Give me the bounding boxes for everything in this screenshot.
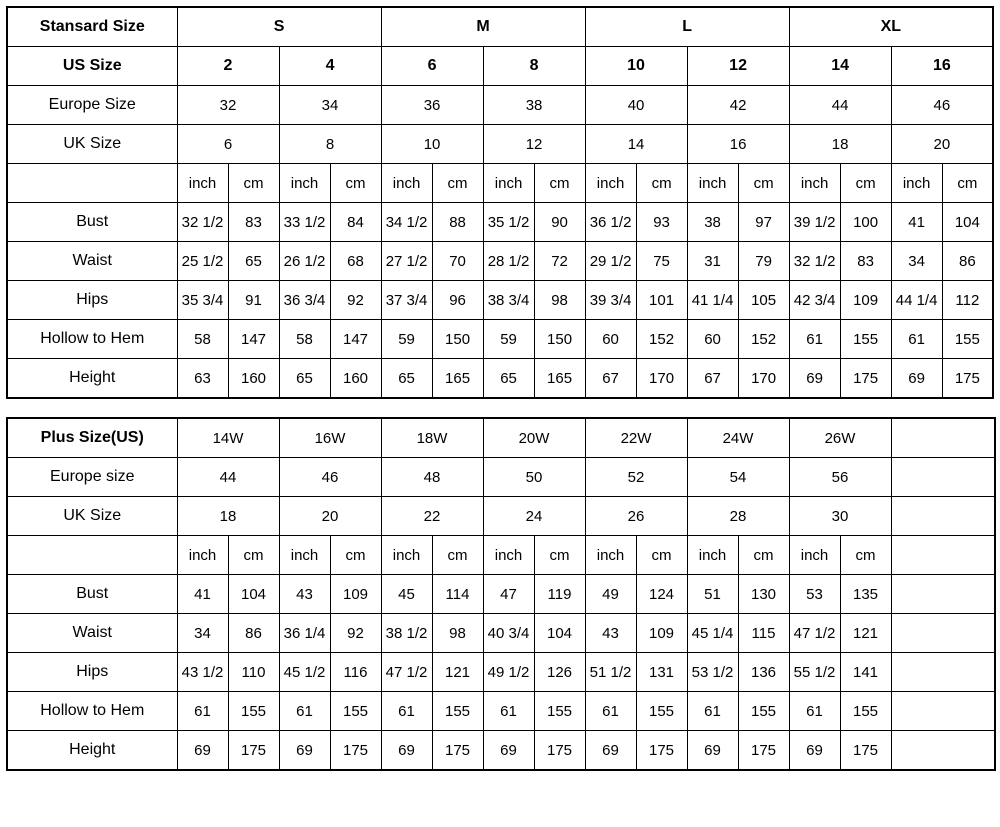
height-value: 160 [228,359,279,399]
plus-waist-value: 98 [432,614,483,653]
unit-cell-inch: inch [483,164,534,203]
plus-hollow-value: 61 [687,692,738,731]
hollow-value: 155 [840,320,891,359]
europe-size-value: 42 [687,86,789,125]
unit-cell-cm: cm [942,164,993,203]
filler-cell [891,614,995,653]
waist-value: 28 1/2 [483,242,534,281]
uk-size-value: 12 [483,125,585,164]
plus-height-value: 69 [279,731,330,771]
plus-europe-size-value: 50 [483,458,585,497]
plus-unit-cell-cm: cm [840,536,891,575]
plus-bust-value: 51 [687,575,738,614]
plus-size-group-20w: 20W [483,418,585,458]
table-row [7,536,995,575]
us-size-value: 16 [891,47,993,86]
plus-size-group-22w: 22W [585,418,687,458]
hips-label: Hips [7,281,177,320]
plus-europe-size-value: 48 [381,458,483,497]
plus-unit-cell-cm: cm [432,536,483,575]
unit-cell-inch: inch [789,164,840,203]
uk-size-value: 14 [585,125,687,164]
plus-hips-value: 110 [228,653,279,692]
plus-unit-cell-inch: inch [279,536,330,575]
filler-cell [891,536,995,575]
uk-size-value: 16 [687,125,789,164]
table-row [7,653,995,692]
plus-hips-value: 45 1/2 [279,653,330,692]
unit-cell-inch: inch [891,164,942,203]
plus-height-value: 69 [789,731,840,771]
plus-hips-value: 43 1/2 [177,653,228,692]
plus-unit-cell-inch: inch [483,536,534,575]
plus-hollow-value: 61 [177,692,228,731]
hollow-value: 147 [330,320,381,359]
plus-waist-value: 109 [636,614,687,653]
plus-hips-label: Hips [7,653,177,692]
plus-bust-value: 135 [840,575,891,614]
plus-bust-value: 53 [789,575,840,614]
plus-bust-value: 45 [381,575,432,614]
plus-size-group-18w: 18W [381,418,483,458]
plus-unit-cell-cm: cm [228,536,279,575]
plus-hollow-value: 61 [483,692,534,731]
europe-size-value: 34 [279,86,381,125]
plus-hollow-value: 155 [330,692,381,731]
plus-uk-size-value: 18 [177,497,279,536]
table-row [7,575,995,614]
hollow-value: 147 [228,320,279,359]
table-row [7,692,995,731]
height-value: 65 [483,359,534,399]
plus-unit-cell-inch: inch [585,536,636,575]
us-size-value: 14 [789,47,891,86]
hips-value: 36 3/4 [279,281,330,320]
size-group-xl: XL [789,7,993,47]
hollow-value: 60 [687,320,738,359]
filler-cell [891,458,995,497]
bust-value: 33 1/2 [279,203,330,242]
plus-bust-value: 49 [585,575,636,614]
hollow-value: 150 [534,320,585,359]
plus-height-label: Height [7,731,177,771]
unit-cell-inch: inch [381,164,432,203]
plus-waist-value: 43 [585,614,636,653]
plus-uk-size-value: 28 [687,497,789,536]
hips-value: 96 [432,281,483,320]
waist-value: 79 [738,242,789,281]
plus-size-group-14w: 14W [177,418,279,458]
plus-waist-value: 115 [738,614,789,653]
plus-hollow-value: 155 [228,692,279,731]
plus-bust-value: 109 [330,575,381,614]
plus-hollow-value: 61 [789,692,840,731]
filler-cell [891,653,995,692]
us-size-value: 2 [177,47,279,86]
table-gap [6,399,994,417]
plus-bust-value: 130 [738,575,789,614]
waist-value: 83 [840,242,891,281]
plus-unit-cell-cm: cm [330,536,381,575]
height-value: 67 [687,359,738,399]
table-row [7,242,993,281]
us-size-value: 10 [585,47,687,86]
plus-europe-size-value: 54 [687,458,789,497]
hollow-value: 61 [891,320,942,359]
bust-value: 83 [228,203,279,242]
unit-cell-cm: cm [840,164,891,203]
height-value: 175 [840,359,891,399]
plus-bust-value: 41 [177,575,228,614]
plus-uk-size-value: 30 [789,497,891,536]
waist-value: 31 [687,242,738,281]
height-value: 65 [381,359,432,399]
unit-cell-inch: inch [585,164,636,203]
unit-cell-cm: cm [738,164,789,203]
plus-europe-size-label: Europe size [7,458,177,497]
plus-hollow-value: 155 [738,692,789,731]
bust-value: 100 [840,203,891,242]
hollow-value: 150 [432,320,483,359]
plus-size-group-26w: 26W [789,418,891,458]
waist-value: 34 [891,242,942,281]
plus-hips-value: 136 [738,653,789,692]
plus-europe-size-value: 46 [279,458,381,497]
plus-height-value: 69 [687,731,738,771]
hollow-value: 59 [381,320,432,359]
waist-value: 32 1/2 [789,242,840,281]
plus-bust-label: Bust [7,575,177,614]
plus-waist-value: 34 [177,614,228,653]
size-group-l: L [585,7,789,47]
height-value: 170 [636,359,687,399]
hips-value: 98 [534,281,585,320]
plus-unit-cell-inch: inch [177,536,228,575]
uk-size-value: 6 [177,125,279,164]
hips-value: 42 3/4 [789,281,840,320]
unit-cell-inch: inch [279,164,330,203]
height-value: 170 [738,359,789,399]
bust-value: 88 [432,203,483,242]
waist-value: 65 [228,242,279,281]
plus-hips-value: 51 1/2 [585,653,636,692]
europe-size-value: 32 [177,86,279,125]
plus-height-value: 69 [585,731,636,771]
plus-uk-size-value: 26 [585,497,687,536]
plus-hollow-value: 155 [432,692,483,731]
waist-value: 27 1/2 [381,242,432,281]
plus-europe-size-value: 52 [585,458,687,497]
bust-value: 104 [942,203,993,242]
plus-title-cell: Plus Size(US) [7,418,177,458]
plus-height-value: 69 [381,731,432,771]
plus-hollow-value: 155 [534,692,585,731]
hips-value: 105 [738,281,789,320]
plus-hips-value: 53 1/2 [687,653,738,692]
plus-waist-value: 104 [534,614,585,653]
hips-value: 39 3/4 [585,281,636,320]
plus-bust-value: 124 [636,575,687,614]
plus-bust-value: 47 [483,575,534,614]
table-row [7,125,993,164]
height-value: 160 [330,359,381,399]
waist-value: 26 1/2 [279,242,330,281]
plus-hips-value: 49 1/2 [483,653,534,692]
standard-size-table [6,6,994,399]
plus-height-value: 69 [483,731,534,771]
us-size-value: 6 [381,47,483,86]
plus-waist-value: 86 [228,614,279,653]
europe-size-value: 38 [483,86,585,125]
plus-units-row-blank [7,536,177,575]
table-row [7,86,993,125]
plus-unit-cell-cm: cm [738,536,789,575]
waist-value: 86 [942,242,993,281]
waist-value: 70 [432,242,483,281]
bust-value: 35 1/2 [483,203,534,242]
bust-value: 36 1/2 [585,203,636,242]
waist-label: Waist [7,242,177,281]
europe-size-value: 46 [891,86,993,125]
plus-hips-value: 131 [636,653,687,692]
bust-value: 34 1/2 [381,203,432,242]
filler-cell [891,418,995,458]
hips-value: 92 [330,281,381,320]
filler-cell [891,692,995,731]
plus-bust-value: 119 [534,575,585,614]
europe-size-label: Europe Size [7,86,177,125]
table-row [7,458,995,497]
hips-value: 112 [942,281,993,320]
waist-value: 29 1/2 [585,242,636,281]
height-value: 67 [585,359,636,399]
bust-label: Bust [7,203,177,242]
hollow-value: 152 [636,320,687,359]
table-row [7,164,993,203]
height-value: 69 [789,359,840,399]
bust-value: 32 1/2 [177,203,228,242]
hollow-value: 58 [177,320,228,359]
plus-unit-cell-cm: cm [636,536,687,575]
plus-hips-value: 47 1/2 [381,653,432,692]
us-size-value: 12 [687,47,789,86]
bust-value: 39 1/2 [789,203,840,242]
plus-height-value: 175 [228,731,279,771]
unit-cell-inch: inch [687,164,738,203]
plus-size-group-24w: 24W [687,418,789,458]
plus-hips-value: 121 [432,653,483,692]
height-label: Height [7,359,177,399]
hips-value: 41 1/4 [687,281,738,320]
unit-cell-cm: cm [330,164,381,203]
uk-size-value: 10 [381,125,483,164]
plus-unit-cell-inch: inch [381,536,432,575]
plus-hips-value: 116 [330,653,381,692]
hips-value: 91 [228,281,279,320]
plus-uk-size-value: 22 [381,497,483,536]
us-size-label: US Size [7,47,177,86]
plus-hollow-value: 61 [585,692,636,731]
plus-hollow-value: 61 [279,692,330,731]
plus-hollow-value: 61 [381,692,432,731]
hollow-value: 60 [585,320,636,359]
plus-hollow-value: 155 [636,692,687,731]
plus-bust-value: 104 [228,575,279,614]
plus-height-value: 175 [738,731,789,771]
hollow-value: 152 [738,320,789,359]
plus-hips-value: 55 1/2 [789,653,840,692]
us-size-value: 4 [279,47,381,86]
unit-cell-cm: cm [228,164,279,203]
plus-uk-size-value: 24 [483,497,585,536]
europe-size-value: 44 [789,86,891,125]
plus-waist-value: 121 [840,614,891,653]
bust-value: 38 [687,203,738,242]
hips-value: 44 1/4 [891,281,942,320]
height-value: 65 [279,359,330,399]
bust-value: 93 [636,203,687,242]
plus-uk-size-value: 20 [279,497,381,536]
plus-unit-cell-cm: cm [534,536,585,575]
hips-value: 101 [636,281,687,320]
table-row [7,47,993,86]
table-row [7,281,993,320]
plus-height-value: 175 [840,731,891,771]
table-row [7,359,993,399]
unit-cell-cm: cm [432,164,483,203]
table-row [7,497,995,536]
table-row [7,7,993,47]
plus-hips-value: 126 [534,653,585,692]
us-size-value: 8 [483,47,585,86]
waist-value: 75 [636,242,687,281]
filler-cell [891,731,995,771]
hips-value: 109 [840,281,891,320]
hips-value: 37 3/4 [381,281,432,320]
plus-height-value: 175 [432,731,483,771]
table-row [7,203,993,242]
table-row [7,320,993,359]
table-row [7,614,995,653]
hips-value: 38 3/4 [483,281,534,320]
filler-cell [891,497,995,536]
unit-cell-inch: inch [177,164,228,203]
plus-europe-size-value: 44 [177,458,279,497]
plus-bust-value: 114 [432,575,483,614]
units-row-blank [7,164,177,203]
height-value: 175 [942,359,993,399]
plus-height-value: 175 [636,731,687,771]
plus-hollow-label: Hollow to Hem [7,692,177,731]
unit-cell-cm: cm [534,164,585,203]
table-row [7,731,995,771]
bust-value: 84 [330,203,381,242]
height-value: 69 [891,359,942,399]
bust-value: 97 [738,203,789,242]
hollow-label: Hollow to Hem [7,320,177,359]
uk-size-label: UK Size [7,125,177,164]
height-value: 165 [534,359,585,399]
waist-value: 72 [534,242,585,281]
plus-height-value: 175 [534,731,585,771]
waist-value: 68 [330,242,381,281]
plus-europe-size-value: 56 [789,458,891,497]
height-value: 165 [432,359,483,399]
plus-waist-value: 47 1/2 [789,614,840,653]
unit-cell-cm: cm [636,164,687,203]
plus-hollow-value: 155 [840,692,891,731]
size-group-m: M [381,7,585,47]
height-value: 63 [177,359,228,399]
plus-waist-value: 40 3/4 [483,614,534,653]
table-row [7,418,995,458]
plus-unit-cell-inch: inch [687,536,738,575]
hollow-value: 59 [483,320,534,359]
plus-waist-label: Waist [7,614,177,653]
europe-size-value: 40 [585,86,687,125]
plus-size-group-16w: 16W [279,418,381,458]
hips-value: 35 3/4 [177,281,228,320]
plus-height-value: 69 [177,731,228,771]
plus-height-value: 175 [330,731,381,771]
plus-hips-value: 141 [840,653,891,692]
europe-size-value: 36 [381,86,483,125]
plus-bust-value: 43 [279,575,330,614]
plus-waist-value: 45 1/4 [687,614,738,653]
uk-size-value: 8 [279,125,381,164]
plus-size-table [6,417,996,771]
hollow-value: 155 [942,320,993,359]
waist-value: 25 1/2 [177,242,228,281]
uk-size-value: 20 [891,125,993,164]
plus-waist-value: 36 1/4 [279,614,330,653]
plus-waist-value: 38 1/2 [381,614,432,653]
plus-waist-value: 92 [330,614,381,653]
size-group-s: S [177,7,381,47]
bust-value: 90 [534,203,585,242]
filler-cell [891,575,995,614]
hollow-value: 58 [279,320,330,359]
plus-unit-cell-inch: inch [789,536,840,575]
plus-uk-size-label: UK Size [7,497,177,536]
hollow-value: 61 [789,320,840,359]
uk-size-value: 18 [789,125,891,164]
standard-title-cell: Stansard Size [7,7,177,47]
bust-value: 41 [891,203,942,242]
